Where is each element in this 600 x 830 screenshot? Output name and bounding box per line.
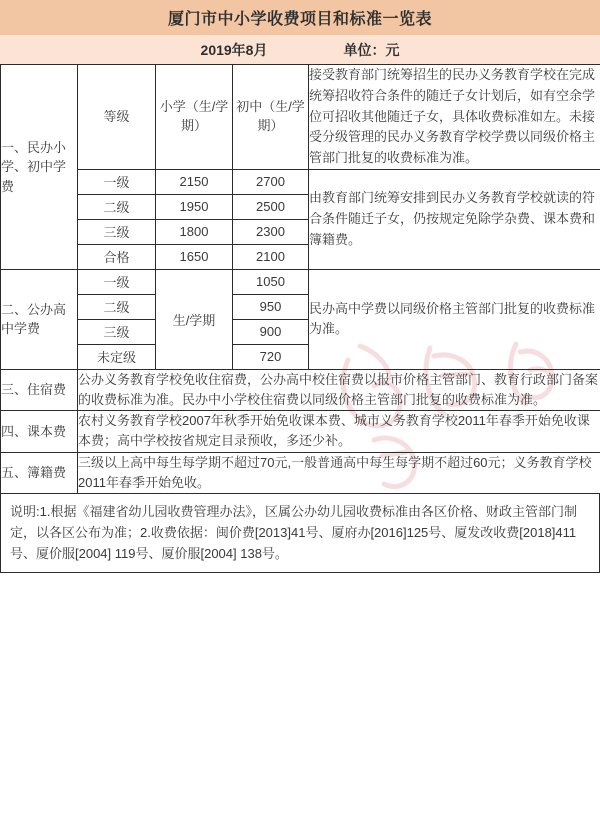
table-row: [1, 411, 600, 452]
report-date: 2019年8月: [200, 41, 268, 58]
junior-fee-cell: 2700: [233, 169, 309, 194]
table-row: [1, 452, 600, 493]
grade-cell: 三级: [78, 319, 156, 344]
highschool-fee-cell: 950: [233, 294, 309, 319]
primary-fee-cell: 1800: [156, 219, 233, 244]
grade-cell: 一级: [78, 269, 156, 294]
section2-unit-cell: 生/学期: [156, 269, 233, 369]
section3-text: 公办义务教育学校免收住宿费，公办高中校住宿费以报市价格主管部门、教育行政部门备案的收费标准为准。民办中小学校住宿费以同级价格主管部门批复的收费标准为准。: [78, 369, 600, 410]
grade-cell: 合格: [78, 244, 156, 269]
currency-unit: 单位：元: [343, 41, 400, 58]
section1-note-bottom: 由教育部门统筹安排到民办义务教育学校就读的符合条件随迁子女，仍按规定免除学杂费、课本费和簿籍费。: [309, 169, 600, 269]
grade-cell: 一级: [78, 169, 156, 194]
section2-note: 民办高中学费以同级价格主管部门批复的收费标准为准。: [309, 269, 600, 369]
sheet-title-band: [0, 0, 600, 35]
section-label-private-compulsory: 一、民办小学、初中学费: [1, 65, 78, 270]
highschool-fee-cell: 720: [233, 344, 309, 369]
highschool-fee-cell: 1050: [233, 269, 309, 294]
table-row: [1, 369, 600, 410]
column-header-junior: 初中（生/学期）: [233, 65, 309, 170]
column-header-primary: 小学（生/学期）: [156, 65, 233, 170]
grade-cell: 未定级: [78, 344, 156, 369]
section1-note-top: 接受教育部门统筹招生的民办义务教育学校在完成统筹招收符合条件的随迁子女计划后，如有空余学位可招收其他随迁子女，具体收费标准如左。未接受分级管理的民办义务教育学校学费以同级价格主管部门批复的收费标准为准。: [309, 65, 600, 170]
section5-text: 三级以上高中每生每学期不超过70元,一般普通高中每生每学期不超过60元；义务教育学校2011年春季开始免收。: [78, 452, 600, 493]
column-header-grade: 等级: [78, 65, 156, 170]
junior-fee-cell: 2100: [233, 244, 309, 269]
section4-text: 农村义务教育学校2007年秋季开始免收课本费、城市义务教育学校2011年春季开始免收课本费；高中学校按省规定目录预收，多还少补。: [78, 411, 600, 452]
junior-fee-cell: 2500: [233, 194, 309, 219]
grade-cell: 三级: [78, 219, 156, 244]
highschool-fee-cell: 900: [233, 319, 309, 344]
table-row: [1, 169, 600, 194]
section-label-boarding-fee: 三、住宿费: [1, 369, 78, 410]
primary-fee-cell: 1950: [156, 194, 233, 219]
section-label-public-highschool: 二、公办高中学费: [1, 269, 78, 369]
primary-fee-cell: 2150: [156, 169, 233, 194]
page-title: 厦门市中小学收费项目和标准一览表: [167, 11, 432, 28]
footnote: 说明:1.根据《福建省幼儿园收费管理办法》，区属公办幼儿园收费标准由各区价格、财政主管部门制定，以各区公布为准；2.收费依据：闽价费[2013]41号、厦府办[2016]125号、厦发改收费[2018]411号、厦价服[2004] 119号、厦价服[2004] 138号。: [0, 494, 600, 573]
section-label-textbook-fee: 四、课本费: [1, 411, 78, 452]
junior-fee-cell: 2300: [233, 219, 309, 244]
grade-cell: 二级: [78, 194, 156, 219]
table-row: [1, 269, 600, 294]
fee-table: [0, 64, 600, 494]
table-row: [1, 65, 600, 170]
section-label-stationery-fee: 五、簿籍费: [1, 452, 78, 493]
sheet-subtitle-band: [0, 35, 600, 64]
primary-fee-cell: 1650: [156, 244, 233, 269]
grade-cell: 二级: [78, 294, 156, 319]
